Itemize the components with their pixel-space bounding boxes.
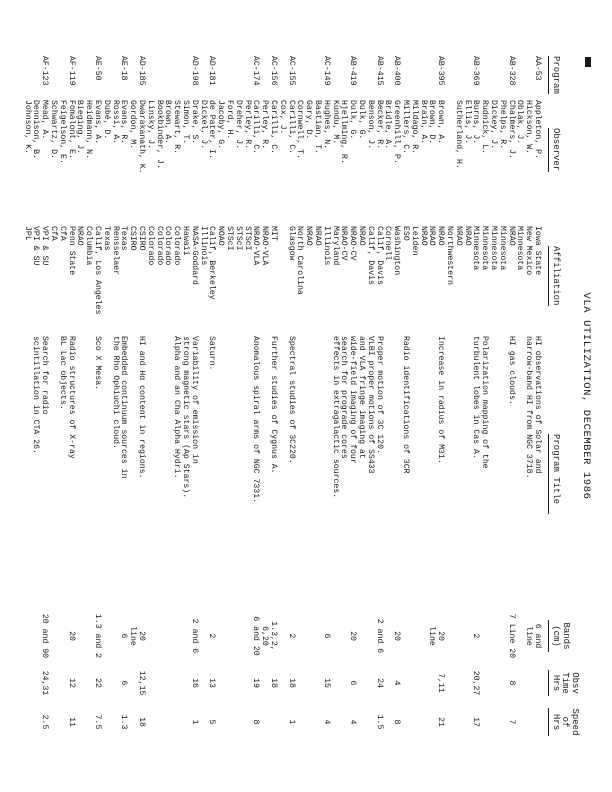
obs-hours: 20,27 <box>471 670 481 696</box>
observer-name: Benson, J. <box>365 100 375 150</box>
observer-name: Dwarakanath, K. <box>137 100 146 174</box>
table-row <box>277 0 287 792</box>
observer-name: Dubé, D. <box>101 100 111 140</box>
table-row <box>48 0 58 792</box>
program-title: Increase in radius of M31. <box>436 336 446 464</box>
table-row <box>347 0 357 792</box>
speed: 4 <box>321 719 331 725</box>
table-row <box>523 0 533 792</box>
affiliation: NRAO-CV <box>339 226 349 261</box>
bands: 20 and 90 <box>40 613 50 659</box>
affiliation: Calif, Berkeley <box>207 226 217 300</box>
bands: 2 <box>286 633 296 639</box>
affiliation: VPI & SU <box>40 226 50 266</box>
observer-name: Bridle, A. <box>383 100 393 150</box>
observer-name: Cornwell, T. <box>295 100 305 159</box>
bands: 6 and <box>533 623 542 649</box>
bands: 6,20 <box>260 626 270 646</box>
program-title: VLBI proper motions of SS433 <box>365 336 375 474</box>
speed: 7 <box>506 719 516 725</box>
bands: 2 <box>471 633 481 639</box>
table-row <box>189 0 199 792</box>
program-code: AD-185 <box>137 56 146 86</box>
program-title: strong magnetic stars (Ap Stars). <box>181 336 190 499</box>
program-title: turbulent lobes in Cas A. <box>471 336 481 459</box>
program-code: AC-149 <box>321 56 331 86</box>
observer-name: Drake, S. <box>189 100 199 145</box>
table-row <box>251 0 261 792</box>
bands: line <box>128 626 138 646</box>
observer-name: Hjellming, R. <box>339 100 349 164</box>
bands: line <box>524 626 534 646</box>
observer-name: Dulk, G. <box>357 100 366 140</box>
affiliation: STScI <box>233 226 243 251</box>
observer-name: Evans, A. <box>93 100 102 145</box>
affiliation: NRAO <box>462 226 472 246</box>
table-row <box>127 0 137 792</box>
observer-name: Brown, A. <box>436 100 446 145</box>
observer-name: Stewart, R. <box>172 100 182 155</box>
table-row <box>532 0 542 792</box>
program-title: effects in extragalactic sources. <box>330 336 340 499</box>
observer-name: Dickey, J. <box>489 100 498 150</box>
affiliation: Northwestern <box>445 226 454 285</box>
table-row <box>145 0 155 792</box>
observer-name: Hickson, W. <box>524 100 534 155</box>
table-row <box>224 0 234 792</box>
affiliation: Illinois <box>321 226 331 266</box>
bands: 20 <box>66 631 76 641</box>
table-row <box>136 0 146 792</box>
observer-name: Gordon, M. <box>128 100 138 150</box>
program-title: Polarization mapping of the <box>480 336 490 469</box>
observer-name: Mead, A. <box>40 100 50 140</box>
program-title: Embedded continuum sources in <box>119 336 129 479</box>
observer-name: Brown, D. <box>427 100 437 145</box>
observer-name: Carilli, C. <box>269 100 278 155</box>
affiliation: Colorado <box>145 226 155 266</box>
header-underline-speed <box>548 708 549 736</box>
observer-name: Phelps, R. <box>497 100 507 150</box>
obs-hours: 12 <box>66 678 76 688</box>
bands: 20 <box>137 631 146 641</box>
affiliation: Illinois <box>198 226 208 266</box>
table-row <box>391 0 401 792</box>
bands: 2 and 6 <box>374 618 384 654</box>
observer-name: Cox, J. <box>277 100 287 135</box>
observer-name: Perley, R. <box>260 100 270 150</box>
header-bands: Bands (cm) <box>551 622 571 650</box>
affiliation: Colorado <box>154 226 164 266</box>
program-title: and VLA fringe imaging at <box>357 336 366 459</box>
header-underline-affiliation <box>548 246 549 306</box>
observer-name: Greenhill, P. <box>392 100 402 164</box>
obs-hours: 18 <box>269 678 278 688</box>
obs-hours: 22 <box>93 678 102 688</box>
program-code: AD-181 <box>207 56 217 86</box>
observer-name: Fomalont, E. <box>66 100 76 159</box>
observer-name: Millers, C. <box>401 100 410 155</box>
affiliation: NRAO <box>313 226 322 246</box>
speed: 2.5 <box>40 714 50 730</box>
affiliation: MIT <box>269 226 278 241</box>
table-row <box>321 0 331 792</box>
observer-name: Hughes, N. <box>321 100 331 150</box>
affiliation: Minnesota <box>515 226 525 271</box>
affiliation: Cornell <box>383 226 393 261</box>
program-code: AC-156 <box>269 56 278 86</box>
affiliation: NRAO-VLA <box>251 226 261 266</box>
bands: 2 <box>207 633 217 639</box>
page-title: VLA UTILIZATION, DECEMBER 1986 <box>580 292 592 500</box>
table-row <box>339 0 349 792</box>
program-code: AB-395 <box>436 56 446 86</box>
observer-name: Bookbinder, J. <box>154 100 164 169</box>
obs-hours: 12,15 <box>137 670 146 696</box>
speed: 1.3 <box>119 714 129 730</box>
table-row <box>444 0 454 792</box>
affiliation: NRAO <box>506 226 516 246</box>
program-title: HI gas clouds. <box>506 336 516 405</box>
observer-name: Ford, H. <box>225 100 234 140</box>
obs-hours: 6 <box>348 680 358 686</box>
affiliation: Penn State <box>66 226 76 276</box>
speed: 11 <box>66 717 76 727</box>
table-row <box>154 0 164 792</box>
obs-hours: 13 <box>207 678 217 688</box>
table-row <box>435 0 445 792</box>
header-underline-program <box>548 56 549 94</box>
table-row <box>383 0 393 792</box>
obs-hours: 8 <box>506 680 516 686</box>
obs-hours: 24,31 <box>40 670 50 696</box>
program-code: AB-369 <box>471 56 481 86</box>
program-code: AC-174 <box>251 56 261 86</box>
speed: 1 <box>286 719 296 725</box>
observer-name: Bieging, J. <box>75 100 85 155</box>
program-title: Variability of emission in <box>189 336 199 464</box>
speed: 8 <box>392 719 402 725</box>
program-title: Sco X Mesa. <box>93 336 102 391</box>
table-row <box>39 0 49 792</box>
program-code: AB-415 <box>374 56 384 86</box>
program-code: AB-400 <box>392 56 402 86</box>
speed: 18 <box>137 717 146 727</box>
observer-name: Evans, R. <box>119 100 129 145</box>
obs-hours: 16 <box>189 678 199 688</box>
table-row <box>488 0 498 792</box>
program-title: BL Lac objects. <box>57 336 67 410</box>
observer-name: Gary, D. <box>304 100 314 140</box>
affiliation: Minnesota <box>497 226 507 271</box>
table-row <box>83 0 93 792</box>
bands: 1.3 and 2 <box>93 613 102 659</box>
table-row <box>427 0 437 792</box>
program-title: Alpha and an Cha Alpha Hydri. <box>172 336 182 479</box>
affiliation: CSIRO <box>137 226 146 251</box>
affiliation: NRAO-VLA <box>260 226 270 266</box>
table-row <box>471 0 481 792</box>
affiliation: Glasgow <box>286 226 296 261</box>
header-program: Program <box>551 56 561 94</box>
bands: 20 <box>392 631 402 641</box>
affiliation: North Carolina <box>295 226 305 295</box>
table-row <box>400 0 410 792</box>
affiliation: VPI & SU <box>31 226 41 266</box>
affiliation: Rensselaer <box>110 226 120 276</box>
observer-name: Jacoby, G. <box>216 100 226 150</box>
observer-name: Chalmers, J. <box>506 100 516 159</box>
obs-hours: 6 <box>119 680 129 686</box>
bands: 6 <box>119 633 129 639</box>
observer-name: Burns, J. <box>471 100 481 145</box>
header-underline-hours <box>548 670 549 696</box>
header-affiliation: Affiliation <box>551 246 561 306</box>
affiliation: Iowa State <box>533 226 542 276</box>
table-row <box>171 0 181 792</box>
affiliation: NRAO-CV <box>348 226 358 261</box>
table-row <box>330 0 340 792</box>
bands: line <box>427 626 437 646</box>
speed: 1 <box>189 719 199 725</box>
affiliation: NRAO <box>418 226 428 246</box>
table-row <box>462 0 472 792</box>
affiliation: NRAO <box>436 226 446 246</box>
table-row <box>22 0 32 792</box>
program-code: AB-419 <box>348 56 358 86</box>
table-row <box>163 0 173 792</box>
program-title: Search for radio <box>40 336 50 415</box>
table-row <box>31 0 41 792</box>
affiliation: CfA <box>57 226 67 241</box>
observer-name: Carilli, C. <box>286 100 296 155</box>
affiliation: Hawaii <box>181 226 190 256</box>
table-row <box>101 0 111 792</box>
observer-name: Dulk, G. <box>348 100 358 140</box>
table-row <box>233 0 243 792</box>
table-row <box>242 0 252 792</box>
observer-name: Bastian, T. <box>313 100 322 155</box>
affiliation: Columbia <box>84 226 94 266</box>
obs-hours: 4 <box>392 680 402 686</box>
affiliation: Calif, Los Angeles <box>93 226 102 315</box>
affiliation: Minnesota <box>471 226 481 271</box>
table-row <box>295 0 305 792</box>
bands: 6 and 20 <box>251 616 261 656</box>
affiliation: Texas <box>119 226 129 251</box>
observer-name: Linsky, J. <box>145 100 155 150</box>
table-row <box>312 0 322 792</box>
speed: 8 <box>251 719 261 725</box>
table-row <box>418 0 428 792</box>
program-code: AD-198 <box>189 56 199 86</box>
program-title: scintillation in CTA 26. <box>31 336 41 454</box>
observer-name: Dickel, J. <box>198 100 208 150</box>
observer-name: Brown, A. <box>163 100 173 145</box>
affiliation: Calif, Davis <box>374 226 384 285</box>
observer-name: Rossi, A. <box>110 100 120 145</box>
observer-name: Carilli, C. <box>251 100 261 155</box>
bands: 7 Line 20 <box>506 613 516 659</box>
program-title: the Rho Ophiuchi cloud. <box>110 336 120 450</box>
program-code: AE-50 <box>93 56 102 81</box>
speed: 4 <box>348 719 358 725</box>
affiliation: Minnesota <box>489 226 498 271</box>
affiliation: Colorado <box>172 226 182 266</box>
bands: 1.3,2, <box>269 621 278 651</box>
observer-name: Schwartz, D. <box>49 100 58 159</box>
header-underline-bands <box>548 620 549 652</box>
header-obs-hours: Obsv Time Hrs <box>551 672 580 694</box>
observer-name: Sutherland, H. <box>453 100 463 169</box>
affiliation: Minnesota <box>480 226 490 271</box>
observer-name: Perley, R. <box>242 100 252 150</box>
affiliation: STScI <box>225 226 234 251</box>
observer-name: Rudnick, L. <box>480 100 490 155</box>
affiliation: Colorado <box>163 226 173 266</box>
bands: 6 <box>321 633 331 639</box>
program-title: Radio structures of X-ray <box>66 336 76 459</box>
table-row <box>515 0 525 792</box>
header-program-title: Program Title <box>551 434 561 505</box>
affiliation: NRAO <box>304 226 314 246</box>
obs-hours: 15 <box>321 678 331 688</box>
program-code: AA-53 <box>533 56 542 81</box>
program-title: HI observations of Solar and <box>533 336 542 474</box>
bands: 20 <box>348 631 358 641</box>
affiliation: Leiden <box>409 226 419 256</box>
observer-name: Simon, T. <box>181 100 190 145</box>
program-code: AE-18 <box>119 56 129 81</box>
program-code: AB-328 <box>506 56 516 86</box>
affiliation: Maryland <box>330 226 340 266</box>
affiliation: ESO <box>401 226 410 241</box>
observer-name: Appleton, P. <box>533 100 542 159</box>
observer-name: Dreher, J. <box>233 100 243 150</box>
table-row <box>374 0 384 792</box>
observer-name: Becker, R. <box>374 100 384 150</box>
obs-hours: 24 <box>374 678 384 688</box>
affiliation: NRAO <box>357 226 366 246</box>
program-title: Anomalous spiral arms of NGC 7331. <box>251 336 261 504</box>
table-row <box>110 0 120 792</box>
table-row <box>66 0 76 792</box>
observer-name: Kundu, M. <box>330 100 340 145</box>
table-row <box>497 0 507 792</box>
table-row <box>409 0 419 792</box>
affiliation: JPL <box>22 226 32 241</box>
program-title: Radio identifications of 3CR <box>401 336 410 474</box>
table-row <box>92 0 102 792</box>
speed: 21 <box>436 717 446 727</box>
obs-hours: 7,11 <box>436 673 446 693</box>
affiliation: NRAO <box>453 226 463 246</box>
table-row <box>198 0 208 792</box>
affiliation: NRAO <box>75 226 85 246</box>
affiliation: CSIRO <box>128 226 138 251</box>
affiliation: Calif, Davis <box>365 226 375 285</box>
header-observer: Observer <box>551 128 561 172</box>
observer-name: Oblak, J. <box>515 100 525 145</box>
observer-name: de Pater, I. <box>207 100 217 159</box>
table-row <box>453 0 463 792</box>
affiliation: Texas <box>101 226 111 251</box>
header-underline-title <box>548 434 549 514</box>
obs-hours: 19 <box>251 678 261 688</box>
affiliation: STScI <box>242 226 252 251</box>
program-title: Saturn. <box>207 336 217 371</box>
program-code: AC-155 <box>286 56 296 86</box>
table-row <box>57 0 67 792</box>
program-code: AF-123 <box>40 56 50 86</box>
bands: 20 <box>436 631 446 641</box>
observer-name: Johnson, K. <box>22 100 32 155</box>
affiliation: NASA-Goddard <box>189 226 199 285</box>
table-row <box>479 0 489 792</box>
speed: 7.5 <box>93 714 102 730</box>
table-row <box>215 0 225 792</box>
program-title: search for prograde cores <box>339 336 349 459</box>
table-row <box>259 0 269 792</box>
observer-name: Dennison, B. <box>31 100 41 159</box>
obs-hours: 18 <box>286 678 296 688</box>
table-row <box>365 0 375 792</box>
affiliation: CfA <box>49 226 58 241</box>
program-title: Spectral studies of 3C220. <box>286 336 296 464</box>
table-row <box>506 0 516 792</box>
table-row <box>180 0 190 792</box>
table-row <box>75 0 85 792</box>
program-code: AF-119 <box>66 56 76 86</box>
speed: 1.5 <box>374 714 384 730</box>
observer-name: Mildago, R. <box>409 100 419 155</box>
observer-name: Brain, A. <box>418 100 428 145</box>
program-title: HI and Hα content in regions. <box>137 336 146 479</box>
header-speed: Speed of Hrs <box>551 708 580 736</box>
affiliation: New Mexico <box>524 226 534 276</box>
program-title: narrow-band HI from NGC 3718. <box>524 336 534 479</box>
speed: 5 <box>207 719 217 725</box>
program-title: wide-field imaging of four <box>348 336 358 464</box>
table-row <box>286 0 296 792</box>
table-row <box>207 0 217 792</box>
table-row <box>268 0 278 792</box>
affiliation: NRAO <box>427 226 437 246</box>
table-row <box>356 0 366 792</box>
program-title: Further studies of Cygnus A. <box>269 336 278 474</box>
observer-name: Feigelson, E. <box>57 100 67 164</box>
affiliation: NOAO <box>216 226 226 246</box>
table-row <box>303 0 313 792</box>
header-underline-observer <box>548 128 549 172</box>
table-row <box>119 0 129 792</box>
speed: 17 <box>471 717 481 727</box>
program-title: Proper motion of 3C 120. <box>374 336 384 454</box>
affiliation: Washington <box>392 226 402 276</box>
observer-name: Ellis, J. <box>462 100 472 145</box>
bands: 2 and 6 <box>189 618 199 654</box>
observer-name: Heidmann, N. <box>84 100 94 159</box>
